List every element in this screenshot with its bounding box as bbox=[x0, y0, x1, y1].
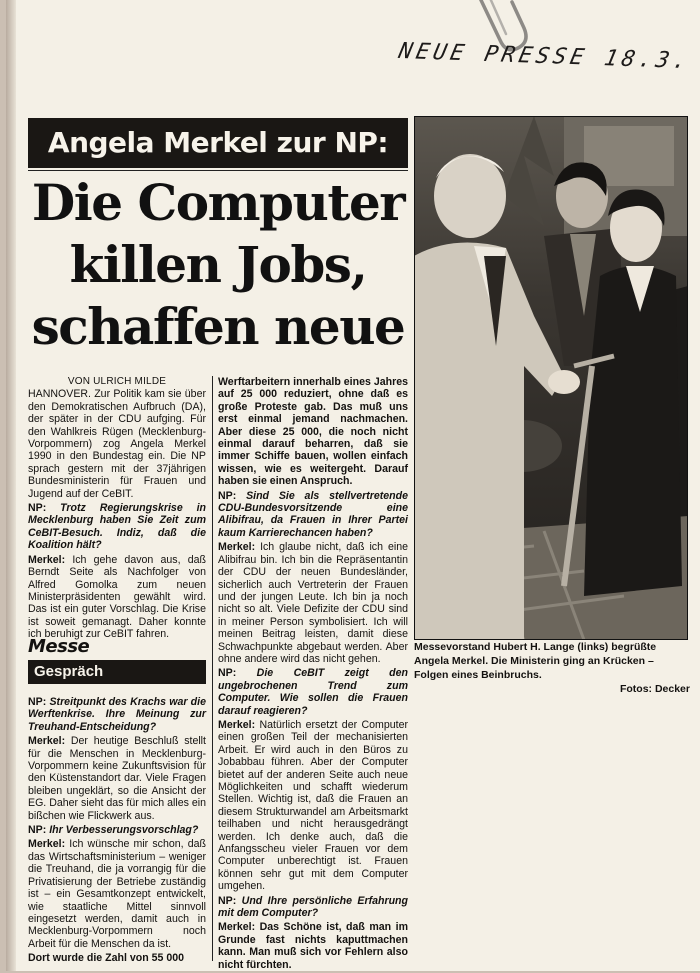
section-label-box bbox=[28, 636, 206, 684]
headline-line-2: killen Jobs, bbox=[69, 235, 367, 294]
headline-rule bbox=[28, 170, 408, 171]
article-column-2 bbox=[218, 376, 408, 973]
intro-paragraph: HANNOVER. Zur Politik kam sie über den Demokratischen Aufbruch (DA), der später in der CDU aufging. Für den Wahlkreis Rügen (Mecklenburg-Vorpommern) zog Angela Merkel 1990 in den Bundestag ein. Die NP sprach gestern mit der 37jährigen Bundesministerin für Frauen und Jugend auf der CeBIT. bbox=[28, 388, 206, 500]
column-1-last-line: Dort wurde die Zahl von 55 000 bbox=[28, 952, 185, 965]
question-6: NP: Und Ihre persönliche Erfahrung mit dem Computer? bbox=[218, 894, 408, 920]
question-1: NP: Trotz Regierungskrise in Mecklenburg haben Sie Zeit zum CeBIT-Besuch. Indiz, daß die Koalition hält? bbox=[28, 502, 206, 552]
answer-4: Merkel: Ich glaube nicht, daß ich eine Alibifrau bin. Ich bin die Repräsentantin der CDU der neuen Bundesländer, sicherlich auch Vertreterin der Frauen und der jungen Leute. Ich bin ja noch nicht so alt. Viele Defizite der CDU sind in meiner Person symbolisiert. Ich will meinen Beitrag leisten, damit diese Schwachpunkte abgebaut werden. Aber ohne andere wird das nicht gehen. bbox=[218, 541, 408, 665]
byline: VON ULRICH MILDE bbox=[67, 376, 167, 387]
question-2: NP: Streitpunkt des Krachs war die Werftenkrise. Ihre Meinung zur Treuhand-Entscheidung? bbox=[28, 696, 206, 733]
news-photo bbox=[414, 116, 688, 640]
column-divider bbox=[212, 376, 213, 961]
answer-2: Merkel: Der heutige Beschluß stellt für die Menschen in Mecklenburg-Vorpommern keine Zukunftsvision für den Küstenstandort dar. Viele Fragen bleiben ungeklärt, so die Ansicht der EG. Daher sieht das für mich alles ein bißchen wie Flickwerk aus. bbox=[28, 735, 206, 822]
answer-6: Merkel: Das Schöne ist, daß man im Grunde fast nichts kaputtmachen kann. Man muß sich vor Fehlern also nicht fürchten. bbox=[218, 921, 409, 971]
article-column-1-continued bbox=[28, 696, 206, 967]
column-2-paragraph-1: Werftarbeitern innerhalb eines Jahres auf 25 000 reduziert, ohne daß es große Proteste gab. Das muß uns erst einmal jemand nachmachen. Aber diese 25 000, die noch nicht einmal darauf beharren, daß sie immer Schiffe bauen, wollen einfach wissen, wie es weitergeht. Darauf haben sie einen Anspruch. bbox=[218, 376, 408, 488]
headline bbox=[22, 172, 414, 358]
answer-1: Merkel: Ich gehe davon aus, daß Berndt Seite als Nachfolger von Alfred Gomolka zum neuen Ministerpräsidenten gewählt wird. Das ist ein guter Vorschlag. Die Krise ist soweit gemanagt. Daher konnte ich beruhigt zur CeBIT fahren. bbox=[28, 553, 206, 641]
section-label-gespraech: Gespräch bbox=[28, 660, 206, 684]
answer-3: Merkel: Ich wünsche mir schon, daß das Wirtschaftsministerium – weniger die Treuhand, die ja vorrangig für die Privatisierung der Betriebe zuständig ist – ein Gesamtkonzept entwickelt, wie staatliche Mittel sinnvoll eingesetzt werden, damit auch in Mecklenburg-Vorpommern noch Arbeit für die Menschen da ist. bbox=[28, 838, 206, 950]
article-column-1 bbox=[28, 376, 206, 643]
caption-text: Messevorstand Hubert H. Lange (links) begrüßte Angela Merkel. Die Ministerin ging an Krücken – Folgen eines Beinbruchs. bbox=[414, 641, 657, 681]
photo-illustration bbox=[414, 116, 688, 640]
question-5: NP: Die CeBIT zeigt den ungebrochenen Trend zum Computer. Wie sollen die Frauen darauf reagieren? bbox=[218, 667, 408, 717]
headline-line-3: schaffen neue bbox=[31, 297, 405, 356]
headline-line-1: Die Computer bbox=[31, 173, 405, 232]
question-4: NP: Sind Sie als stellvertretende CDU-Bundesvorsitzende eine Alibifrau, da Frauen in Ihrer Partei kaum Karrierechancen haben? bbox=[218, 489, 409, 539]
kicker-banner: Angela Merkel zur NP: bbox=[28, 118, 408, 168]
section-label-messe: Messe bbox=[28, 636, 90, 657]
question-3: NP: Ihr Verbesserungsvorschlag? bbox=[28, 824, 199, 837]
photo-credit: Fotos: Decker bbox=[619, 683, 690, 695]
handwritten-source-note: NEUE PRESSE 18.3. bbox=[396, 38, 693, 75]
photo-caption bbox=[414, 640, 690, 696]
answer-5: Merkel: Natürlich ersetzt der Computer einen großen Teil der mechanisierten Arbeit. Er wird auch in den Büros zu Jobabbau führen. Aber der Computer bietet auf der anderen Seite auch neue Möglichkeiten und schafft wiederum Stellen. Wichtig ist, daß die Frauen an diesem Strukturwandel am Arbeitsmarkt teilhaben und nicht herausgedrängt werden. Ich denke auch, daß die Anfangsscheu vieler Frauen vor dem Computer unberechtigt ist. Frauen können sehr gut mit dem Computer umgehen. bbox=[218, 718, 408, 893]
